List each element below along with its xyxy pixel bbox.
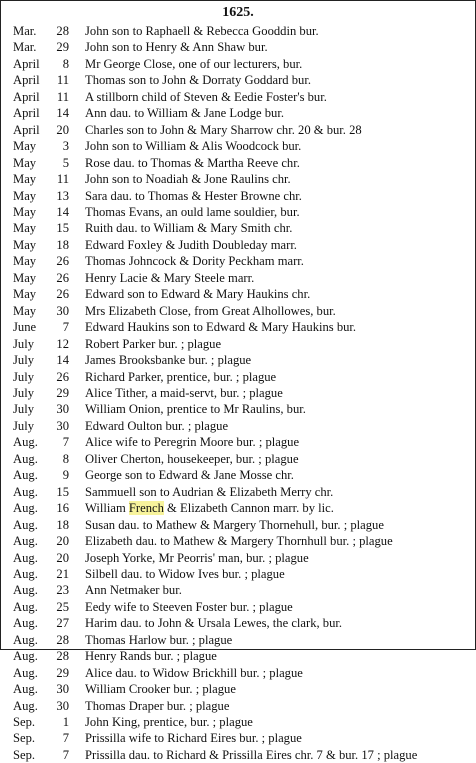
entry-month: Aug. — [13, 566, 38, 581]
entry-month: July — [13, 385, 34, 400]
entry-day: 25 — [56, 599, 69, 614]
register-entry — [13, 566, 473, 582]
entry-day: 28 — [56, 632, 69, 647]
entry-month: July — [13, 369, 34, 384]
entry-month: April — [13, 89, 40, 104]
year-heading: 1625. — [222, 5, 254, 20]
entry-date — [13, 286, 77, 302]
register-entry — [13, 303, 473, 319]
entry-day: 14 — [56, 106, 69, 121]
entry-text: Elizabeth dau. to Mathew & Margery Thornhull bur. ; plague — [85, 534, 393, 549]
entry-day: 7 — [62, 320, 69, 335]
entry-day: 30 — [56, 698, 69, 713]
entry-month: Sep. — [13, 731, 36, 746]
entry-month: Aug. — [13, 435, 38, 450]
entry-text-before: William — [85, 501, 129, 516]
entry-day: 5 — [62, 155, 69, 170]
register-entry — [13, 56, 473, 72]
entry-date — [13, 237, 77, 253]
entry-day: 29 — [56, 385, 69, 400]
register-entry — [13, 270, 473, 286]
entry-date — [13, 517, 77, 533]
entry-month: Aug. — [13, 534, 38, 549]
entry-day: 23 — [56, 583, 69, 598]
entry-month: June — [13, 320, 37, 335]
entry-month: May — [13, 237, 37, 252]
register-entry — [13, 648, 473, 664]
entry-date — [13, 500, 77, 516]
entry-text: Joseph Yorke, Mr Peorris' man, bur. ; plague — [85, 550, 309, 565]
entry-day: 11 — [56, 73, 69, 88]
entry-text: John King, prentice, bur. ; plague — [85, 715, 253, 730]
entry-date — [13, 550, 77, 566]
entry-month: Sep. — [13, 715, 36, 730]
entry-day: 7 — [62, 731, 69, 746]
entry-month: May — [13, 303, 37, 318]
entry-month: Aug. — [13, 616, 38, 631]
register-entry — [13, 550, 473, 566]
entry-month: Aug. — [13, 484, 38, 499]
register-entry — [13, 336, 473, 352]
register-entry — [13, 286, 473, 302]
entry-month: April — [13, 56, 40, 71]
entry-day: 30 — [56, 682, 69, 697]
entry-date — [13, 56, 77, 72]
entry-date — [13, 566, 77, 582]
entry-date — [13, 188, 77, 204]
register-entry — [13, 434, 473, 450]
entry-text: Thomas Draper bur. ; plague — [85, 698, 230, 713]
entry-day: 7 — [62, 435, 69, 450]
entry-month: Aug. — [13, 632, 38, 647]
register-entry — [13, 352, 473, 368]
entry-text — [77, 500, 473, 516]
entry-month: July — [13, 353, 34, 368]
entry-text: Mr George Close, one of our lecturers, bur. — [85, 56, 303, 71]
entry-month: May — [13, 254, 37, 269]
entry-month: May — [13, 139, 37, 154]
entry-month: Aug. — [13, 583, 38, 598]
entry-text: Edward Foxley & Judith Doubleday marr. — [85, 237, 297, 252]
entry-text: John son to Henry & Ann Shaw bur. — [85, 40, 268, 55]
entry-day: 1 — [62, 715, 69, 730]
register-entry — [13, 138, 473, 154]
entry-day: 21 — [56, 566, 69, 581]
entry-date — [13, 599, 77, 615]
entry-date — [13, 582, 77, 598]
entry-text: Edward son to Edward & Mary Haukins chr. — [85, 287, 311, 302]
entry-date — [13, 665, 77, 681]
register-entry — [13, 467, 473, 483]
highlighted-name: French — [128, 501, 164, 516]
register-entry — [13, 401, 473, 417]
entry-date — [13, 336, 77, 352]
entry-text: Sammuell son to Audrian & Elizabeth Merry chr. — [85, 484, 334, 499]
entry-month: April — [13, 106, 40, 121]
entry-text: John son to Noadiah & Jone Raulins chr. — [85, 172, 291, 187]
register-entry — [13, 615, 473, 631]
register-entry — [13, 155, 473, 171]
entry-day: 11 — [56, 89, 69, 104]
entry-date — [13, 105, 77, 121]
register-entry — [13, 171, 473, 187]
register-entry — [13, 369, 473, 385]
entry-text: Thomas Evans, an ould lame souldier, bur. — [85, 204, 300, 219]
entry-date — [13, 730, 77, 746]
entry-text: William Crooker bur. ; plague — [85, 682, 236, 697]
entry-month: May — [13, 204, 37, 219]
entry-month: Aug. — [13, 451, 38, 466]
entry-day: 30 — [56, 303, 69, 318]
register-entry — [13, 681, 473, 697]
entry-day: 26 — [56, 369, 69, 384]
entry-date — [13, 451, 77, 467]
entry-date — [13, 533, 77, 549]
register-entries — [13, 23, 473, 763]
entry-day: 30 — [56, 418, 69, 433]
register-entry — [13, 204, 473, 220]
entry-day: 18 — [56, 237, 69, 252]
entry-month: May — [13, 155, 37, 170]
entry-text: Charles son to John & Mary Sharrow chr. 20 & bur. 28 — [85, 122, 362, 137]
entry-month: Aug. — [13, 599, 38, 614]
entry-date — [13, 484, 77, 500]
register-entry — [13, 730, 473, 746]
entry-day: 26 — [56, 254, 69, 269]
entry-text: John son to Raphaell & Rebecca Gooddin bur. — [85, 24, 319, 38]
entry-month: Aug. — [13, 649, 38, 664]
entry-day: 8 — [62, 56, 69, 71]
entry-date — [13, 270, 77, 286]
entry-date — [13, 122, 77, 138]
entry-text: Richard Parker, prentice, bur. ; plague — [85, 369, 277, 384]
entry-day: 7 — [62, 747, 69, 762]
entry-day: 8 — [62, 451, 69, 466]
register-entry — [13, 253, 473, 269]
entry-date — [13, 714, 77, 730]
register-entry — [13, 72, 473, 88]
entry-text: Alice Tither, a maid-servt, bur. ; plague — [85, 385, 283, 400]
register-entry — [13, 500, 473, 516]
register-entry — [13, 714, 473, 730]
register-entry — [13, 665, 473, 681]
entry-text: Alice wife to Peregrin Moore bur. ; plague — [85, 435, 300, 450]
register-entry — [13, 533, 473, 549]
entry-day: 27 — [56, 616, 69, 631]
entry-month: May — [13, 270, 37, 285]
entry-month: May — [13, 287, 37, 302]
entry-month: Aug. — [13, 698, 38, 713]
entry-day: 28 — [56, 24, 69, 38]
entry-date — [13, 303, 77, 319]
register-entry — [13, 188, 473, 204]
entry-text: Edward Haukins son to Edward & Mary Haukins bur. — [85, 320, 357, 335]
entry-day: 13 — [56, 188, 69, 203]
entry-month: April — [13, 122, 40, 137]
entry-day: 11 — [56, 172, 69, 187]
entry-text: John son to William & Alis Woodcock bur. — [85, 139, 302, 154]
register-entry — [13, 89, 473, 105]
entry-date — [13, 204, 77, 220]
entry-month: Aug. — [13, 682, 38, 697]
entry-text: Ann Netmaker bur. — [85, 583, 182, 598]
entry-day: 26 — [56, 287, 69, 302]
entry-text: Henry Lacie & Mary Steele marr. — [85, 270, 255, 285]
register-entry — [13, 105, 473, 121]
entry-month: May — [13, 188, 37, 203]
entry-day: 20 — [56, 122, 69, 137]
entry-month: Sep. — [13, 747, 36, 762]
entry-date — [13, 615, 77, 631]
entry-date — [13, 319, 77, 335]
entry-date — [13, 681, 77, 697]
entry-day: 28 — [56, 649, 69, 664]
register-entry — [13, 632, 473, 648]
entry-text: Thomas son to John & Dorraty Goddard bur. — [85, 73, 311, 88]
register-entry — [13, 319, 473, 335]
entry-date — [13, 39, 77, 55]
entry-day: 3 — [62, 139, 69, 154]
entry-text: Ruith dau. to William & Mary Smith chr. — [85, 221, 293, 236]
entry-text: James Brooksbanke bur. ; plague — [85, 353, 252, 368]
entry-text: A stillborn child of Steven & Eedie Foster's bur. — [85, 89, 327, 104]
entry-text: Thomas Johncock & Dority Peckham marr. — [85, 254, 304, 269]
register-entry — [13, 484, 473, 500]
register-entry — [13, 517, 473, 533]
entry-day: 12 — [56, 336, 69, 351]
entry-day: 18 — [56, 517, 69, 532]
entry-day: 20 — [56, 534, 69, 549]
register-entry — [13, 122, 473, 138]
entry-month: July — [13, 402, 34, 417]
register-entry — [13, 23, 473, 39]
entry-month: Aug. — [13, 665, 38, 680]
entry-text-after: & Elizabeth Cannon marr. by lic. — [163, 501, 334, 516]
register-entry — [13, 747, 473, 763]
entry-date — [13, 648, 77, 664]
entry-date — [13, 352, 77, 368]
entry-date — [13, 467, 77, 483]
entry-text: Henry Rands bur. ; plague — [85, 649, 217, 664]
register-entry — [13, 582, 473, 598]
entry-month: May — [13, 221, 37, 236]
register-entry — [13, 39, 473, 55]
entry-text: William Onion, prentice to Mr Raulins, bur. — [85, 402, 306, 417]
entry-text: Harim dau. to John & Ursala Lewes, the clark, bur. — [85, 616, 343, 631]
entry-month: Mar. — [13, 24, 37, 38]
entry-date — [13, 72, 77, 88]
entry-month: Aug. — [13, 501, 38, 516]
entry-month: Aug. — [13, 550, 38, 565]
entry-date — [13, 155, 77, 171]
entry-text: Robert Parker bur. ; plague — [85, 336, 222, 351]
entry-date — [13, 385, 77, 401]
entry-month: May — [13, 172, 37, 187]
entry-day: 9 — [62, 468, 69, 483]
entry-text: Ann dau. to William & Jane Lodge bur. — [85, 106, 284, 121]
entry-date — [13, 23, 77, 39]
entry-date — [13, 632, 77, 648]
entry-day: 29 — [56, 665, 69, 680]
entry-text: Alice dau. to Widow Brickhill bur. ; plague — [85, 665, 303, 680]
entry-month: April — [13, 73, 40, 88]
entry-text: Edward Oulton bur. ; plague — [85, 418, 229, 433]
entry-text: George son to Edward & Jane Mosse chr. — [85, 468, 294, 483]
entry-day: 30 — [56, 402, 69, 417]
register-entry — [13, 237, 473, 253]
entry-day: 29 — [56, 40, 69, 55]
entry-month: Mar. — [13, 40, 37, 55]
entry-text: Prissilla dau. to Richard & Prissilla Eires chr. 7 & bur. 17 ; plague — [85, 747, 418, 762]
entry-date — [13, 369, 77, 385]
entry-text: Prissilla wife to Richard Eires bur. ; plague — [85, 731, 302, 746]
entry-month: July — [13, 336, 34, 351]
register-entry — [13, 599, 473, 615]
register-entry — [13, 385, 473, 401]
register-entry — [13, 451, 473, 467]
entry-date — [13, 138, 77, 154]
entry-date — [13, 89, 77, 105]
entry-day: 14 — [56, 204, 69, 219]
register-entry — [13, 698, 473, 714]
entry-date — [13, 220, 77, 236]
entry-day: 15 — [56, 484, 69, 499]
entry-month: July — [13, 418, 34, 433]
entry-text: Sara dau. to Thomas & Hester Browne chr. — [85, 188, 302, 203]
entry-day: 14 — [56, 353, 69, 368]
entry-text: Silbell dau. to Widow Ives bur. ; plague — [85, 566, 285, 581]
entry-text: Susan dau. to Mathew & Margery Thornehull, bur. ; plague — [85, 517, 384, 532]
entry-date — [13, 401, 77, 417]
entry-date — [13, 698, 77, 714]
entry-date — [13, 171, 77, 187]
register-entry — [13, 418, 473, 434]
entry-day: 20 — [56, 550, 69, 565]
entry-text: Eedy wife to Steeven Foster bur. ; plague — [85, 599, 293, 614]
entry-text: Thomas Harlow bur. ; plague — [85, 632, 233, 647]
entry-day: 15 — [56, 221, 69, 236]
entry-date — [13, 434, 77, 450]
entry-text: Rose dau. to Thomas & Martha Reeve chr. — [85, 155, 300, 170]
entry-day: 26 — [56, 270, 69, 285]
entry-date — [13, 418, 77, 434]
entry-text: Oliver Cherton, housekeeper, bur. ; plague — [85, 451, 299, 466]
entry-date — [13, 253, 77, 269]
entry-date — [13, 747, 77, 763]
entry-text: Mrs Elizabeth Close, from Great Alhollowes, bur. — [85, 303, 336, 318]
entry-month: Aug. — [13, 517, 38, 532]
entry-day: 16 — [56, 501, 69, 516]
entry-month: Aug. — [13, 468, 38, 483]
register-entry — [13, 220, 473, 236]
